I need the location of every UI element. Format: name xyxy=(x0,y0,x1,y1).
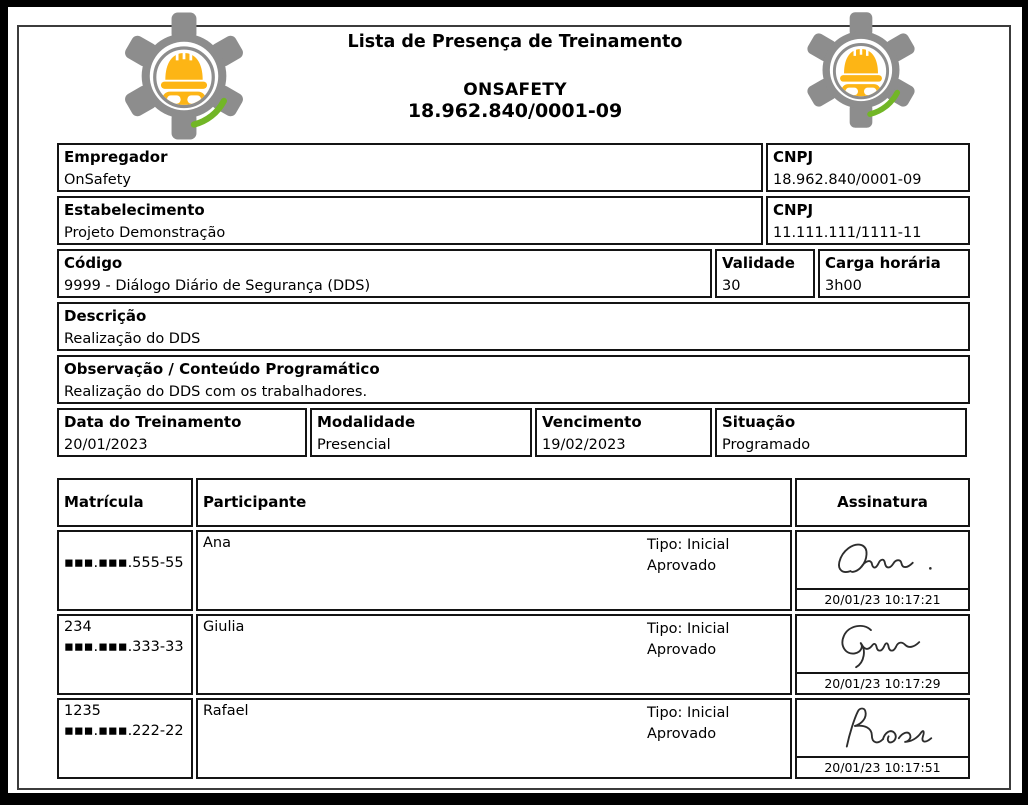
field-label: Empregador xyxy=(64,148,168,166)
field-empregador-cnpj xyxy=(766,143,970,192)
participant-row xyxy=(57,614,970,695)
company-name: ONSAFETY xyxy=(463,80,567,100)
field-value: Presencial xyxy=(317,437,391,453)
field-label: Vencimento xyxy=(542,413,642,431)
signature-drawing xyxy=(797,700,968,756)
field-estabelecimento-cnpj xyxy=(766,196,970,245)
field-value: 3h00 xyxy=(825,278,862,294)
field-carga-horaria xyxy=(818,249,970,298)
field-modalidade xyxy=(310,408,532,457)
participant-name: Ana xyxy=(203,535,231,551)
participante-cell xyxy=(196,698,792,779)
column-header-participante: Participante xyxy=(196,478,792,527)
participante-cell xyxy=(196,614,792,695)
participants-header-row xyxy=(57,478,970,527)
field-vencimento xyxy=(535,408,712,457)
field-label: Modalidade xyxy=(317,413,416,431)
field-value: Programado xyxy=(722,437,811,453)
field-descricao xyxy=(57,302,970,351)
field-value: 11.111.111/1111-11 xyxy=(773,225,922,241)
participant-name: Rafael xyxy=(203,703,249,719)
matricula-masked-id: ▪▪▪.▪▪▪.555-55 xyxy=(64,555,184,571)
participant-row xyxy=(57,530,970,611)
assinatura-cell xyxy=(795,698,970,779)
field-label: Código xyxy=(64,254,123,272)
field-label: CNPJ xyxy=(773,201,814,219)
row-descricao xyxy=(57,302,970,351)
document-title: Lista de Presença de Treinamento xyxy=(347,32,683,52)
field-empregador xyxy=(57,143,763,192)
row-codigo xyxy=(57,249,970,298)
field-label: Estabelecimento xyxy=(64,201,205,219)
matricula-cell xyxy=(57,698,193,779)
row-treinamento xyxy=(57,408,970,457)
field-value: Realização do DDS com os trabalhadores. xyxy=(64,384,368,400)
approval-status: Aprovado xyxy=(647,558,717,574)
participant-status xyxy=(647,535,729,577)
document-page xyxy=(8,7,1022,793)
matricula-number: 234 xyxy=(64,619,92,635)
row-empregador xyxy=(57,143,970,192)
field-label: Carga horária xyxy=(825,254,941,272)
signature-drawing xyxy=(797,532,968,588)
participant-row xyxy=(57,698,970,779)
matricula-cell xyxy=(57,530,193,611)
field-label: Data do Treinamento xyxy=(64,413,242,431)
field-label: Descrição xyxy=(64,307,147,325)
field-label: Validade xyxy=(722,254,795,272)
matricula-masked-id: ▪▪▪.▪▪▪.222-22 xyxy=(64,723,184,739)
field-value: 30 xyxy=(722,278,741,294)
field-value: 19/02/2023 xyxy=(542,437,626,453)
onsafety-logo-icon xyxy=(118,10,250,142)
company-cnpj: 18.962.840/0001-09 xyxy=(407,100,623,122)
signature-timestamp: 20/01/23 10:17:29 xyxy=(797,672,968,693)
tipo-label: Tipo: Inicial xyxy=(647,705,730,721)
training-info-table xyxy=(57,143,970,457)
field-value: 18.962.840/0001-09 xyxy=(773,172,922,188)
signature-drawing xyxy=(797,616,968,672)
row-observacao xyxy=(57,355,970,404)
field-observacao xyxy=(57,355,970,404)
participant-status xyxy=(647,619,729,661)
participant-name: Giulia xyxy=(203,619,245,635)
field-value: Projeto Demonstração xyxy=(64,225,226,241)
field-situacao xyxy=(715,408,967,457)
signature-timestamp: 20/01/23 10:17:51 xyxy=(797,756,968,777)
field-label: Observação / Conteúdo Programático xyxy=(64,360,380,378)
matricula-cell xyxy=(57,614,193,695)
field-value: 20/01/2023 xyxy=(64,437,148,453)
column-header-matricula: Matrícula xyxy=(57,478,193,527)
participants-table xyxy=(57,478,970,779)
field-value: Realização do DDS xyxy=(64,331,201,347)
field-data-treinamento xyxy=(57,408,307,457)
matricula-masked-id: ▪▪▪.▪▪▪.333-33 xyxy=(64,639,184,655)
field-value: 9999 - Diálogo Diário de Segurança (DDS) xyxy=(64,278,371,294)
column-header-assinatura: Assinatura xyxy=(795,478,970,527)
matricula-number: 1235 xyxy=(64,703,101,719)
approval-status: Aprovado xyxy=(647,642,717,658)
approval-status: Aprovado xyxy=(647,726,717,742)
participante-cell xyxy=(196,530,792,611)
assinatura-cell xyxy=(795,530,970,611)
field-value: OnSafety xyxy=(64,172,131,188)
field-validade xyxy=(715,249,815,298)
matricula-number xyxy=(64,533,186,553)
row-estabelecimento xyxy=(57,196,970,245)
tipo-label: Tipo: Inicial xyxy=(647,537,730,553)
tipo-label: Tipo: Inicial xyxy=(647,621,730,637)
field-label: CNPJ xyxy=(773,148,814,166)
field-label: Situação xyxy=(722,413,796,431)
participant-status xyxy=(647,703,729,745)
assinatura-cell xyxy=(795,614,970,695)
signature-timestamp: 20/01/23 10:17:21 xyxy=(797,588,968,609)
field-codigo xyxy=(57,249,712,298)
field-estabelecimento xyxy=(57,196,763,245)
